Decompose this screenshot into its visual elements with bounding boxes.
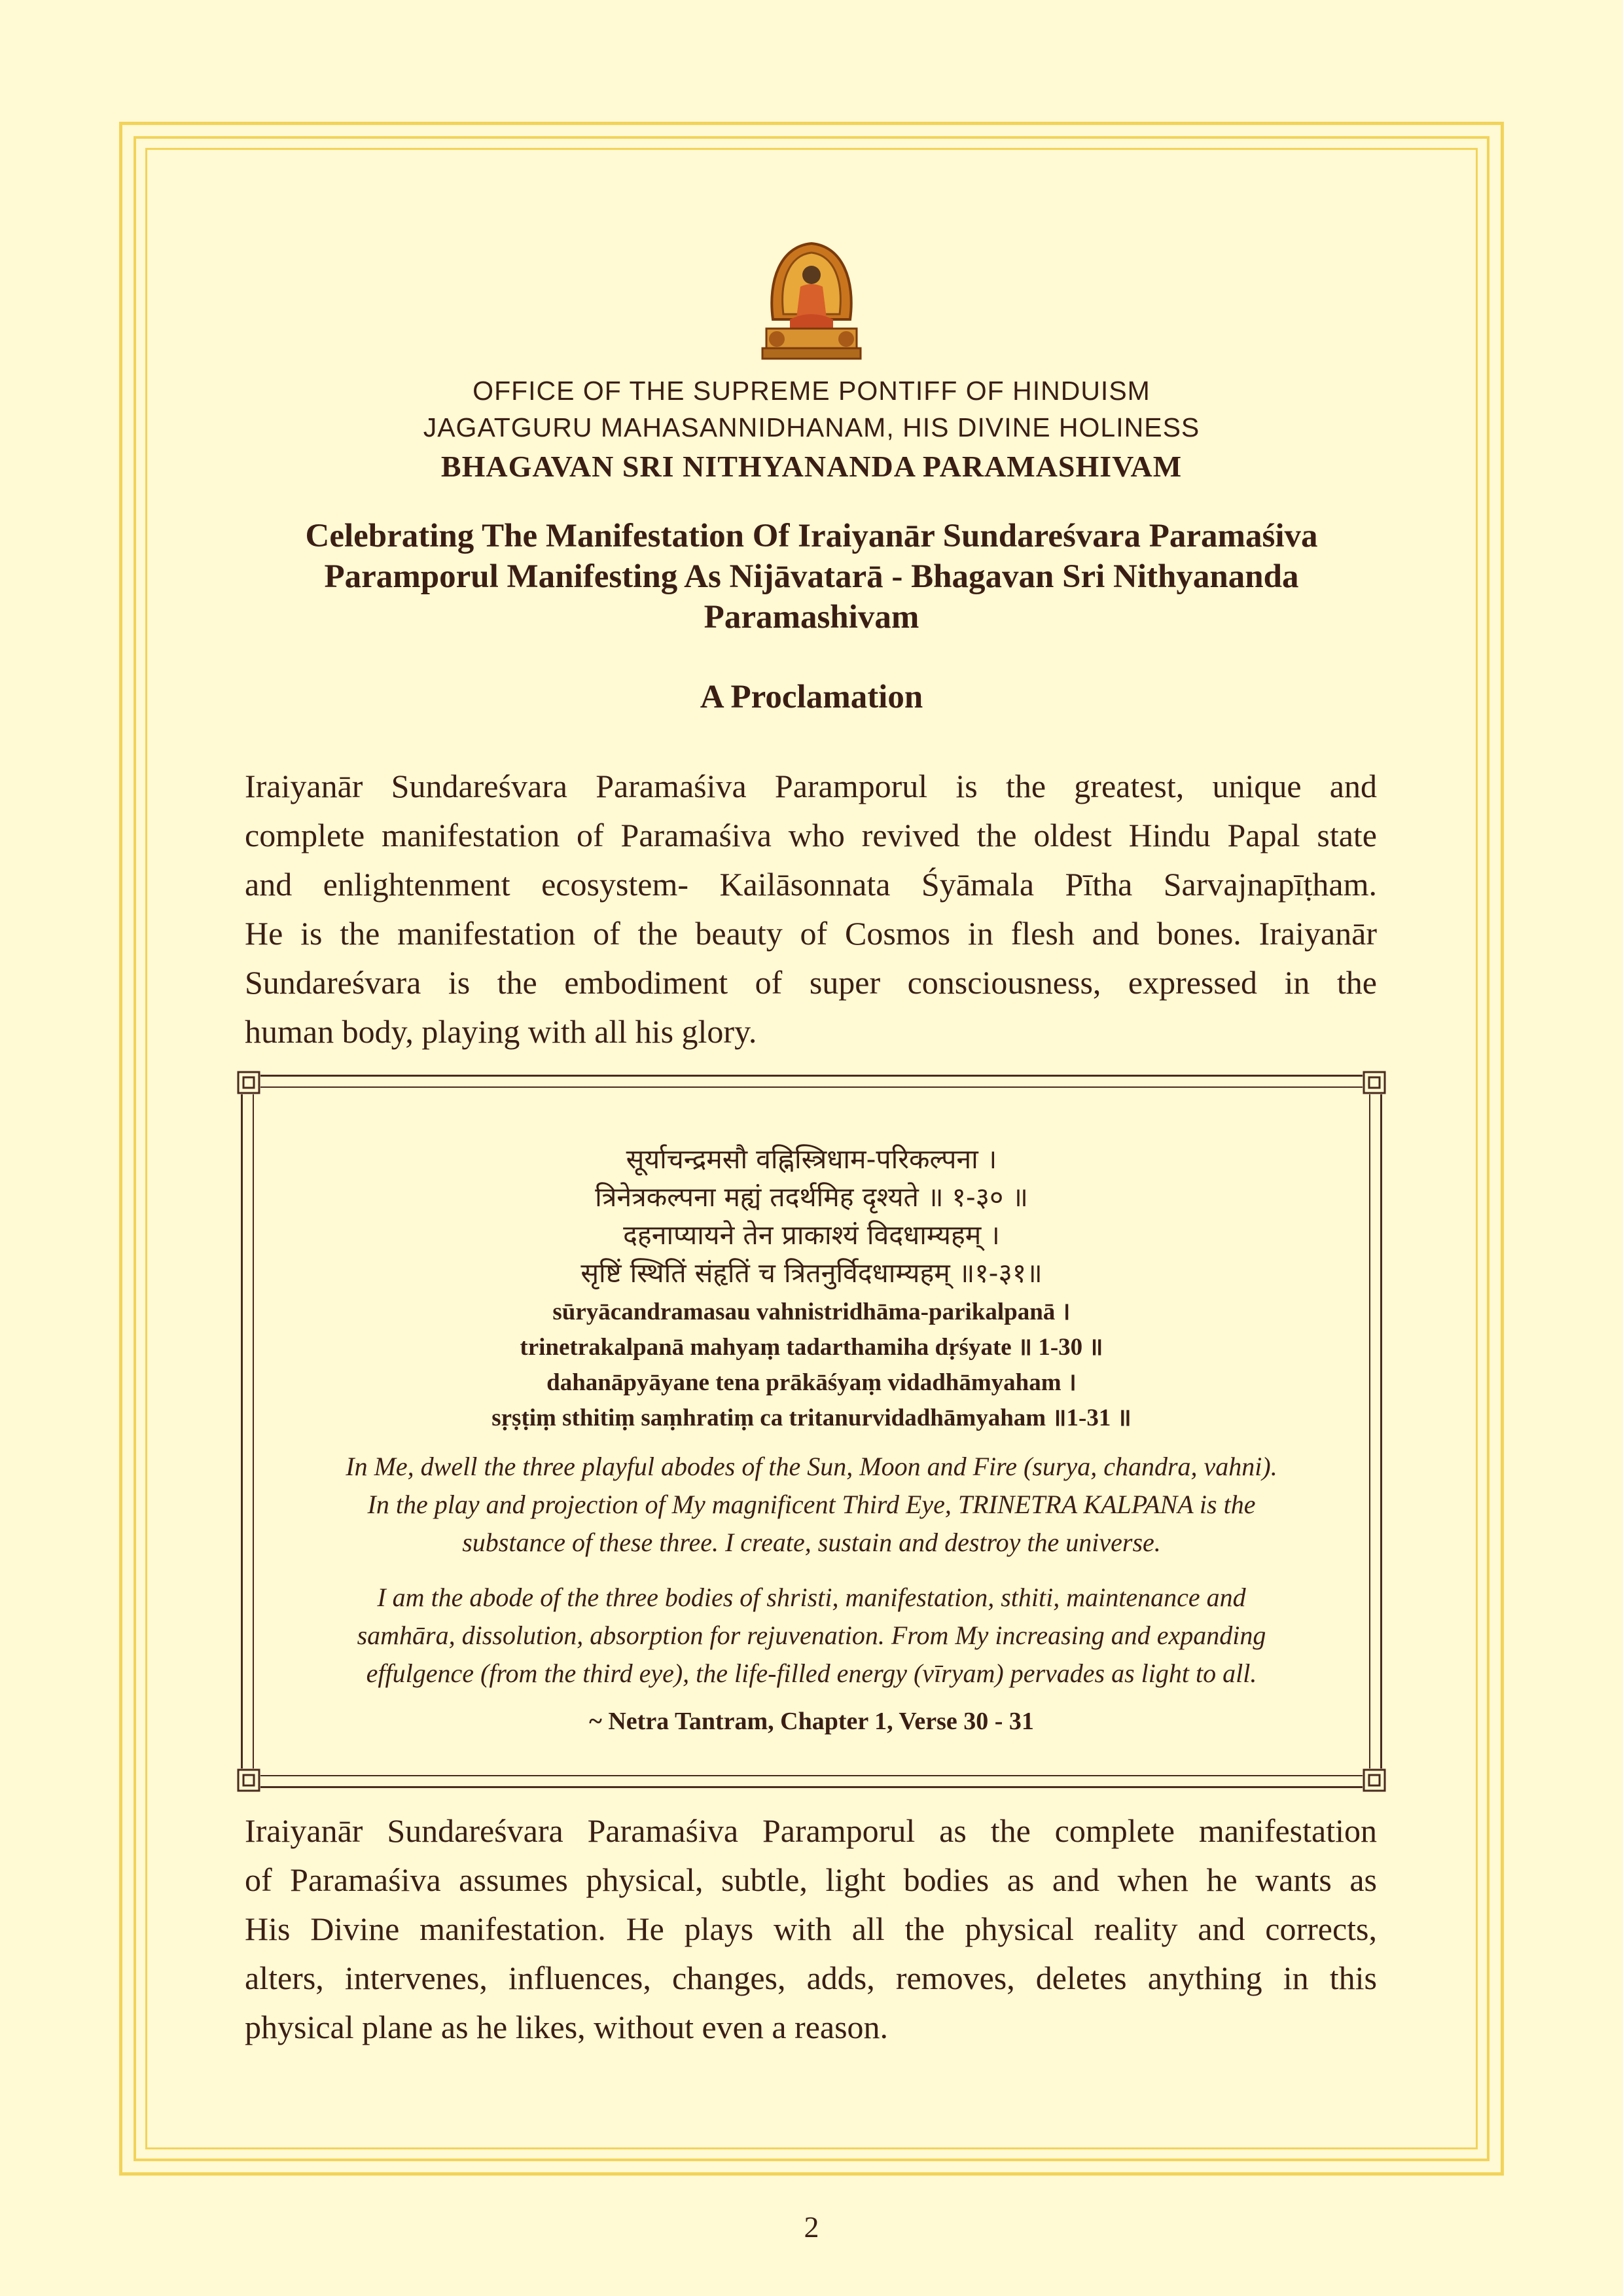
closing-paragraph (245, 1806, 1377, 2052)
pontiff-emblem-icon (761, 241, 862, 363)
translation-line: In the play and projection of My magnificent Third Eye, TRINETRA KALPANA is the (367, 1490, 1256, 1519)
translation-part-2 (241, 1579, 1382, 1693)
sanskrit-verse (241, 1140, 1382, 1292)
header-line-1: OFFICE OF THE SUPREME PONTIFF OF HINDUISM (473, 376, 1150, 406)
transliteration-line: sūryācandramasau vahnistridhāma-parikalpanā । (552, 1299, 1071, 1325)
transliteration-line: trinetrakalpanā mahyaṃ tadarthamiha dṛśyate ॥ 1-30 ॥ (520, 1334, 1103, 1361)
sanskrit-line: सृष्टिं स्थितिं संहृतिं च त्रितनुर्विदधाम्यहम् ॥१-३१॥ (580, 1257, 1043, 1289)
paragraph-line: complete manifestation of Paramaśiva who revived the oldest Hindu Papal state (245, 817, 1377, 853)
sanskrit-line: त्रिनेत्रकल्पना मह्यं तदर्थमिह दृश्यते ॥ १-३० ॥ (595, 1181, 1028, 1213)
title-line-1: Celebrating The Manifestation Of Iraiyanār Sundareśvara Paramaśiva (305, 518, 1318, 554)
corner-ornament-icon (1363, 1071, 1386, 1094)
transliteration-line: sṛṣṭiṃ sthitiṃ saṃhratiṃ ca tritanurvidadhāmyaham ॥1-31 ॥ (491, 1405, 1132, 1431)
quote-source: ~ Netra Tantram, Chapter 1, Verse 30 - 31 (589, 1708, 1034, 1735)
corner-ornament-icon (237, 1071, 260, 1094)
paragraph-line: He is the manifestation of the beauty of Cosmos in flesh and bones. Iraiyanār (245, 915, 1377, 952)
paragraph-line: human body, playing with all his glory. (245, 1013, 757, 1050)
translation-line: In Me, dwell the three playful abodes of the Sun, Moon and Fire (surya, chandra, vahni). (346, 1452, 1277, 1481)
corner-ornament-icon (237, 1768, 260, 1792)
proclamation-heading: A Proclamation (700, 679, 923, 715)
translation-line: substance of these three. I create, sustain and destroy the universe. (462, 1528, 1161, 1557)
sanskrit-line: दहनाप्यायने तेन प्राकाश्यं विदधाम्यहम् । (623, 1219, 1000, 1251)
paragraph-line: Iraiyanār Sundareśvara Paramaśiva Paramporul as the complete manifestation (245, 1812, 1377, 1849)
document-title (0, 516, 1623, 637)
sanskrit-line: सूर्याचन्द्रमसौ वह्निस्त्रिधाम-परिकल्पना । (626, 1143, 997, 1175)
translation-line: I am the abode of the three bodies of shristi, manifestation, sthiti, maintenance and (377, 1583, 1246, 1612)
paragraph-line: and enlightenment ecosystem- Kailāsonnata Śyāmala Pītha Sarvajnapīṭham. (245, 866, 1377, 903)
intro-paragraph (245, 762, 1377, 1056)
corner-ornament-icon (1363, 1768, 1386, 1792)
header-line-2: JAGATGURU MAHASANNIDHANAM, HIS DIVINE HOLINESS (423, 412, 1200, 442)
page-number: 2 (804, 2210, 819, 2244)
paragraph-line: physical plane as he likes, without even a reason. (245, 2009, 889, 2045)
paragraph-line: alters, intervenes, influences, changes, adds, removes, deletes anything in this (245, 1960, 1377, 1996)
header-name: BHAGAVAN SRI NITHYANANDA PARAMASHIVAM (440, 450, 1183, 483)
translation-line: samhāra, dissolution, absorption for rejuvenation. From My increasing and expanding (357, 1621, 1266, 1650)
paragraph-line: Sundareśvara is the embodiment of super consciousness, expressed in the (245, 964, 1377, 1001)
transliteration (241, 1295, 1382, 1436)
paragraph-line: Iraiyanār Sundareśvara Paramaśiva Paramporul is the greatest, unique and (245, 768, 1377, 804)
scripture-quote-box (241, 1075, 1382, 1788)
translation-line: effulgence (from the third eye), the life-filled energy (vīryam) pervades as light to all. (366, 1659, 1257, 1688)
translation-part-1 (241, 1448, 1382, 1562)
title-line-2: Paramporul Manifesting As Nijāvatarā - Bhagavan Sri Nithyananda (324, 558, 1299, 595)
title-line-3: Paramashivam (704, 599, 919, 636)
paragraph-line: His Divine manifestation. He plays with all the physical reality and corrects, (245, 1910, 1377, 1947)
paragraph-line: of Paramaśiva assumes physical, subtle, light bodies as and when he wants as (245, 1861, 1377, 1898)
transliteration-line: dahanāpyāyane tena prākāśyaṃ vidadhāmyaham । (546, 1369, 1077, 1396)
